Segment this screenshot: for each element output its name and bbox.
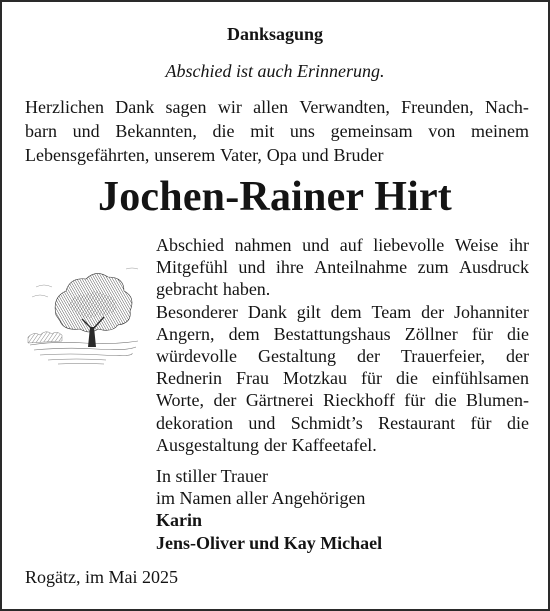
word: Nach- [484, 97, 529, 117]
word: Dank [115, 97, 155, 117]
word: Freunden, [401, 97, 474, 117]
word: und [248, 412, 276, 433]
word: meinem [470, 121, 529, 141]
notice-heading: Danksagung [226, 24, 324, 44]
word: Mitgefühl [156, 257, 228, 278]
word: und [302, 235, 330, 255]
word: Zöllner [404, 323, 458, 344]
word: von [428, 121, 456, 141]
word: der [356, 346, 380, 367]
word: Herzlichen [25, 97, 104, 117]
word: uns [289, 121, 315, 141]
word: allen [253, 97, 289, 117]
word: Schmidt’s [290, 412, 363, 433]
word: Besonderer [156, 301, 238, 322]
word: Frau [235, 368, 269, 389]
text-line [156, 367, 529, 389]
text-line [156, 389, 529, 411]
word: sagen [165, 97, 207, 117]
word: gemeinsam [330, 121, 413, 141]
word: Motzkau [282, 368, 347, 389]
word: nahmen [234, 235, 292, 255]
word: unserem [154, 145, 216, 165]
word: barn [25, 121, 57, 141]
word: Johanniter [453, 301, 529, 322]
word: Restaurant [378, 412, 456, 433]
signature-line-relatives: im Namen aller Angehörigen [156, 488, 366, 509]
word: Vater, [220, 145, 262, 165]
word: wir [217, 97, 242, 117]
word: Angern, [156, 323, 215, 344]
word: gebracht [156, 279, 218, 300]
word: dem [228, 323, 260, 344]
word: die [434, 390, 457, 411]
word: Ausdruck [459, 257, 529, 278]
text-line [156, 412, 529, 434]
deceased-name: Jochen-Rainer Hirt [98, 174, 452, 220]
word: Bekannten, [115, 121, 197, 141]
word: würdevolle [156, 346, 237, 367]
word: liebevolle [373, 235, 445, 255]
thanks-paragraph [156, 234, 529, 456]
intro-paragraph [25, 95, 529, 167]
text-line [156, 256, 529, 278]
word: für [470, 412, 492, 433]
word: Dank [247, 301, 287, 322]
text-line [156, 345, 529, 367]
word: der [505, 346, 529, 367]
word: die [506, 323, 529, 344]
text-line [156, 323, 529, 345]
word: Ausgestaltung [156, 434, 259, 455]
word: Kaffeetafel. [291, 434, 377, 455]
word: und [301, 145, 329, 165]
word: der [213, 390, 237, 411]
signature-name-karin: Karin [156, 510, 203, 531]
word: für [471, 323, 493, 344]
word: ihr [508, 235, 529, 255]
word: Verwandten, [299, 97, 390, 117]
word: und [238, 257, 266, 278]
word: Trauerfeier, [400, 346, 485, 367]
word: und [72, 121, 100, 141]
word: auf [339, 235, 363, 255]
word: die [506, 412, 529, 433]
signature-block [156, 465, 382, 554]
word: der [263, 434, 287, 455]
word: Blumen- [466, 390, 529, 411]
text-line [156, 278, 529, 300]
word: Anteilnahme [314, 257, 408, 278]
word: ihre [275, 257, 304, 278]
place-date: Rogätz, im Mai 2025 [25, 567, 178, 587]
text-line [156, 234, 529, 256]
text-line [156, 434, 529, 456]
word: die [395, 368, 418, 389]
word: für [404, 390, 426, 411]
word: Lebensgefährten, [25, 145, 150, 165]
text-line [25, 143, 529, 167]
word: Gärtnerei [245, 390, 314, 411]
word: Gestaltung [257, 346, 336, 367]
word: dekoration [156, 412, 233, 433]
signature-name-children: Jens-Oliver und Kay Michael [156, 532, 383, 553]
word: Worte, [156, 390, 205, 411]
word: Team [371, 301, 412, 322]
word: der [421, 301, 445, 322]
word: gilt [296, 301, 321, 322]
text-line [156, 301, 529, 323]
word: Rieckhoff [323, 390, 395, 411]
word: für [360, 368, 382, 389]
word: die [212, 121, 235, 141]
word: zum [417, 257, 449, 278]
signature-line-mourning: In stiller Trauer [156, 466, 268, 486]
word: dem [330, 301, 362, 322]
text-line [25, 119, 529, 143]
word: Weise [454, 235, 499, 255]
tree-illustration-icon [26, 257, 142, 369]
word: haben. [222, 279, 271, 300]
word: Opa [266, 145, 297, 165]
word: Bestattungshaus [273, 323, 391, 344]
word: einfühlsamen [431, 368, 529, 389]
word: Bruder [333, 145, 384, 165]
word: Abschied [156, 235, 224, 255]
text-line [25, 95, 529, 119]
word: mit [250, 121, 275, 141]
notice-motto: Abschied ist auch Erinnerung. [165, 61, 385, 81]
word: Rednerin [156, 368, 222, 389]
